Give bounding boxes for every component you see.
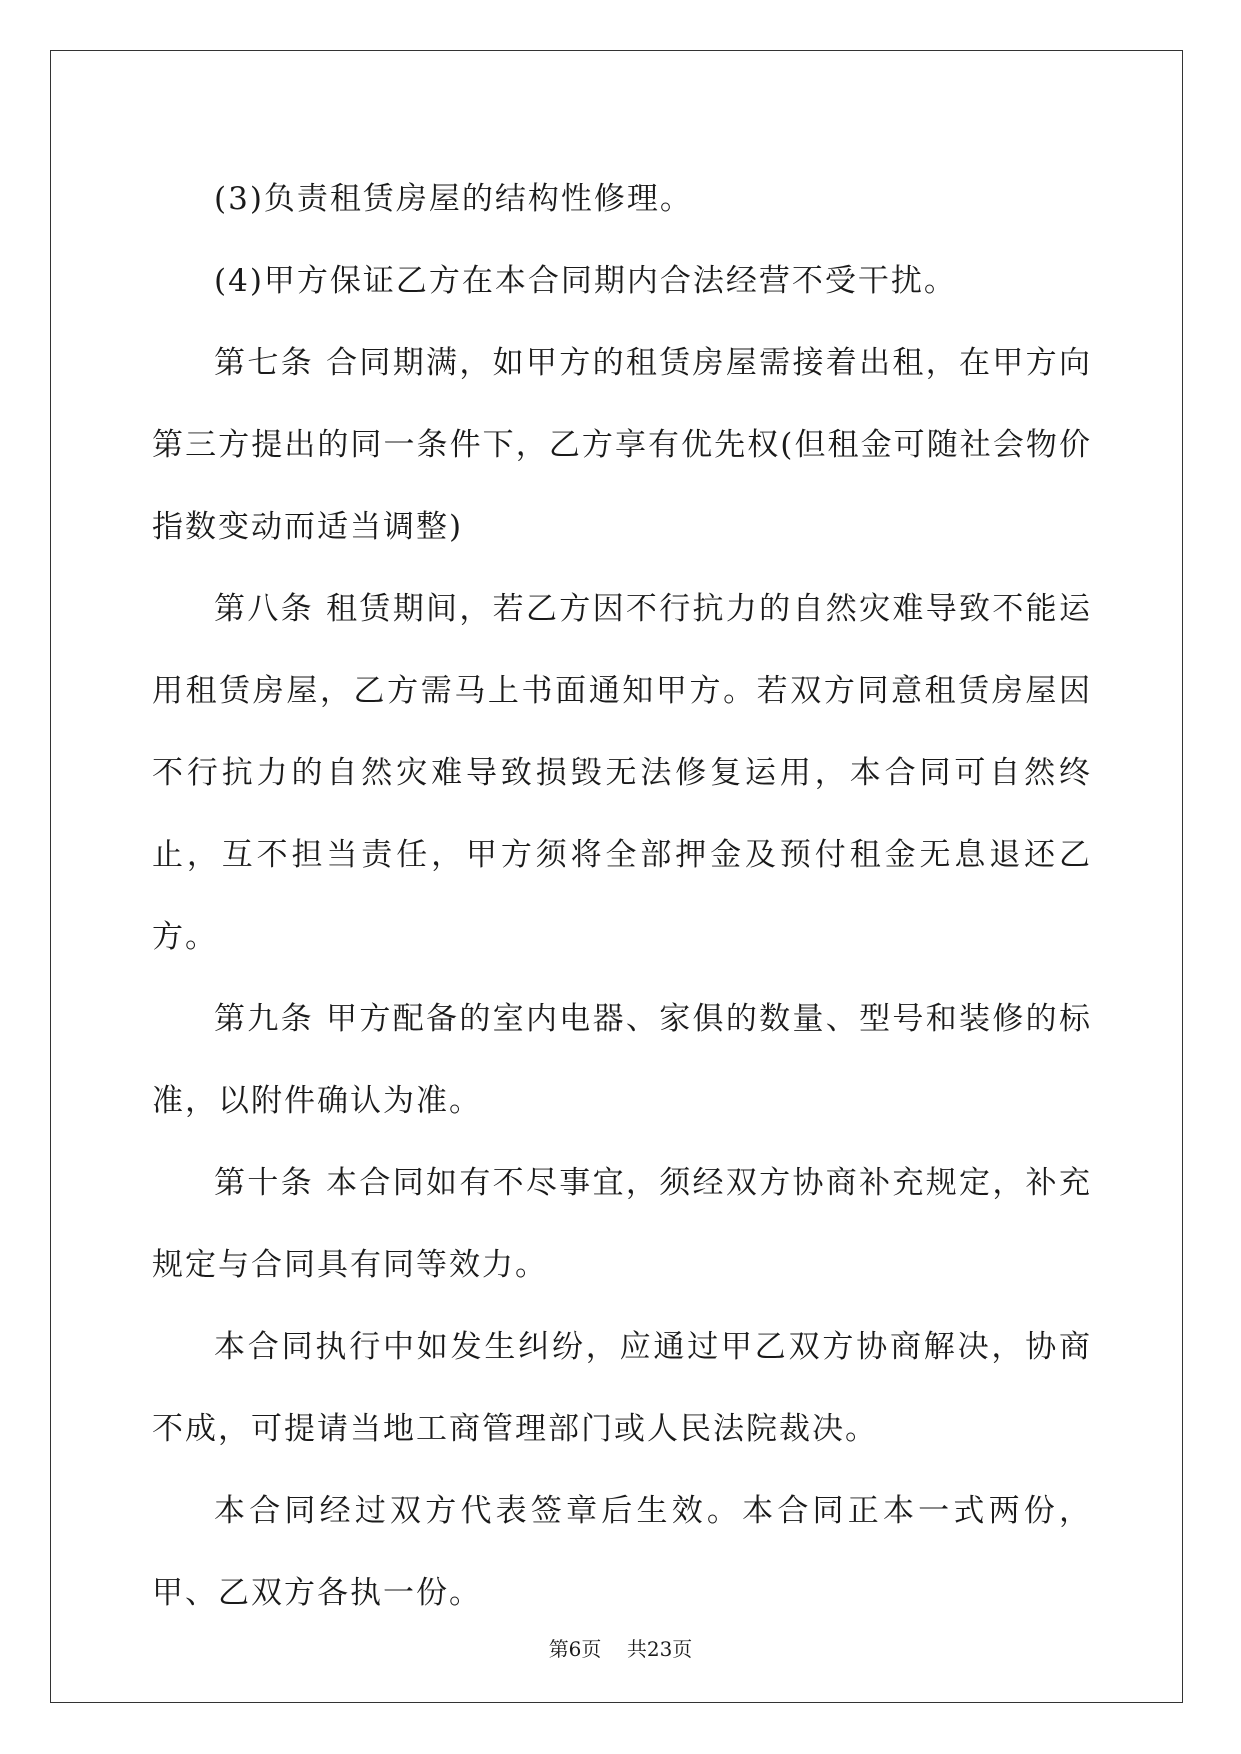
- paragraph: 本合同执行中如发生纠纷，应通过甲乙双方协商解决，协商不成，可提请当地工商管理部门或人民法院裁决。: [152, 1329, 1092, 1447]
- page-footer: [0, 1633, 1241, 1662]
- paragraph: 第七条 合同期满，如甲方的租赁房屋需接着出租，在甲方向第三方提出的同一条件下，乙方享有优先权(但租金可随社会物价指数变动而适当调整): [152, 345, 1092, 545]
- paragraph: 第八条 租赁期间，若乙方因不行抗力的自然灾难导致不能运用租赁房屋，乙方需马上书面通知甲方。若双方同意租赁房屋因不行抗力的自然灾难导致损毁无法修复运用，本合同可自然终止，互不担当责任，甲方须将全部押金及预付租金无息退还乙方。: [152, 591, 1092, 955]
- paragraph: 第十条 本合同如有不尽事宜，须经双方协商补充规定，补充规定与合同具有同等效力。: [152, 1165, 1092, 1283]
- paragraph: 本合同经过双方代表签章后生效。本合同正本一式两份，甲、乙双方各执一份。: [152, 1493, 1092, 1611]
- page-number: 第6页: [548, 1637, 602, 1661]
- paragraph: (3)负责租赁房屋的结构性修理。: [214, 181, 693, 217]
- paragraph: (4)甲方保证乙方在本合同期内合法经营不受干扰。: [214, 263, 957, 299]
- document-body: [152, 158, 1092, 1634]
- page-total: 共23页: [626, 1637, 693, 1661]
- paragraph: 第九条 甲方配备的室内电器、家俱的数量、型号和装修的标准，以附件确认为准。: [152, 1001, 1092, 1119]
